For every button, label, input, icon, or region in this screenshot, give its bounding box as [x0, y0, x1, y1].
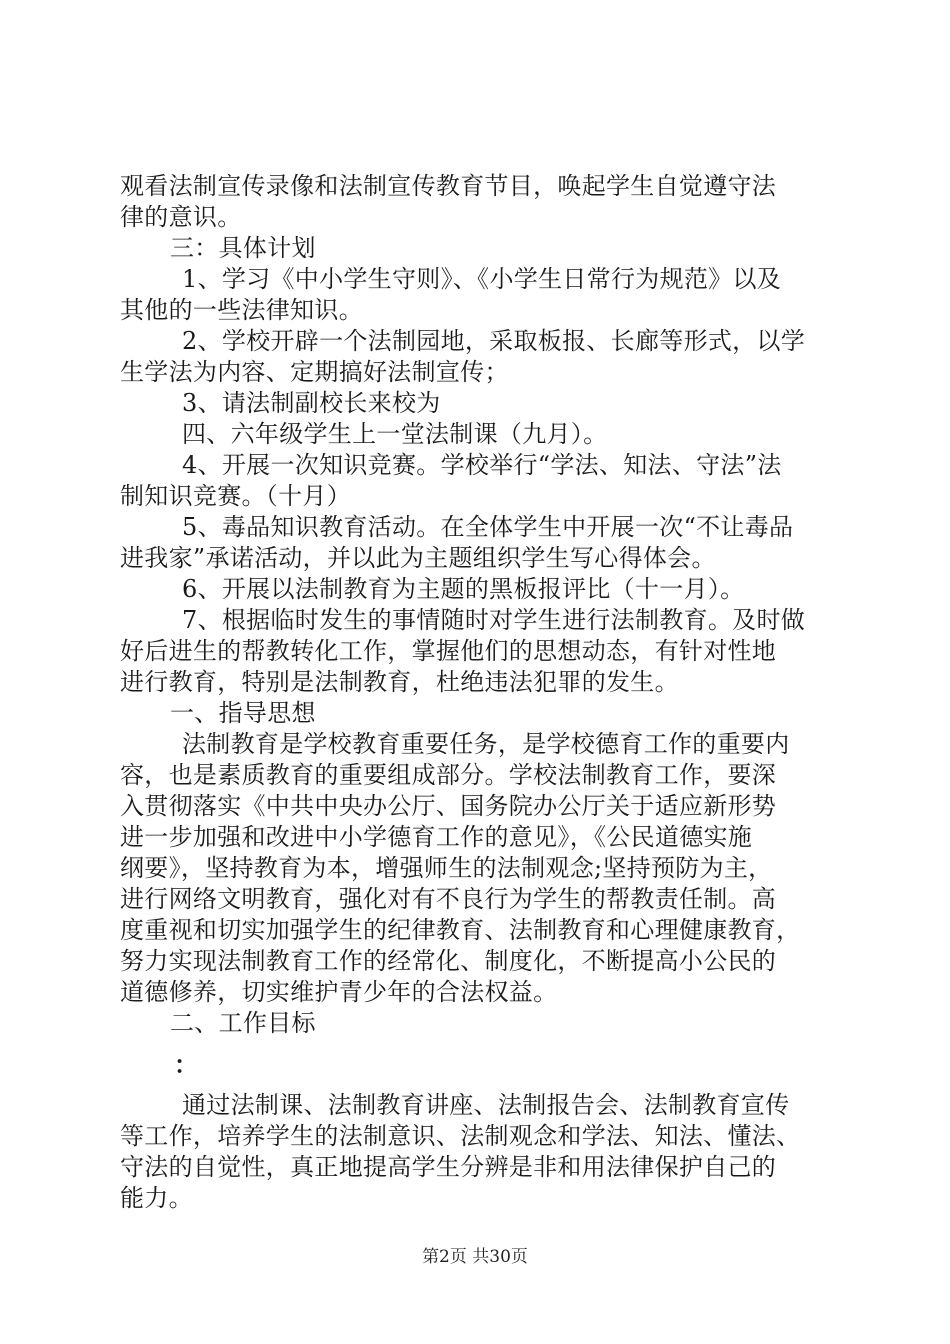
text-line: 观看法制宣传录像和法制宣传教育节目，唤起学生自觉遵守法: [120, 172, 777, 200]
text-line: 能力。: [120, 1184, 193, 1212]
text-line: 3、请法制副校长来校为: [182, 389, 441, 417]
page-footer: 第2页 共30页: [422, 1247, 528, 1267]
text-line: 其他的一些法律知识。: [120, 296, 363, 324]
text-line: 生学法为内容、定期搞好法制宣传；: [120, 358, 509, 386]
text-line: 2、学校开辟一个法制园地，采取板报、长廊等形式，以学: [182, 327, 806, 355]
text-line: 等工作，培养学生的法制意识、法制观念和学法、知法、懂法、: [120, 1122, 801, 1150]
text-line: 4、开展一次知识竞赛。学校举行“学法、知法、守法”法: [182, 451, 782, 479]
text-line: 进行网络文明教育，强化对有不良行为学生的帮教责任制。高: [120, 885, 777, 913]
text-line: 守法的自觉性，真正地提高学生分辨是非和用法律保护自己的: [120, 1153, 777, 1181]
spacer: [120, 1080, 832, 1090]
colon-mark: ：: [174, 1050, 199, 1079]
paragraph-block: [120, 171, 832, 1039]
text-line: 通过法制课、法制教育讲座、法制报告会、法制教育宣传: [182, 1091, 790, 1119]
text-line: 1、学习《中小学生守则》、《小学生日常行为规范》以及: [182, 265, 782, 293]
text-line: 制知识竞赛。（十月）: [120, 482, 351, 510]
text-line: 四、六年级学生上一堂法制课（九月）。: [182, 420, 608, 448]
text-line: 努力实现法制教育工作的经常化、制度化，不断提高小公民的: [120, 947, 777, 975]
text-line: 6、开展以法制教育为主题的黑板报评比（十一月）。: [182, 575, 745, 603]
text-line: 律的意识。: [120, 203, 242, 231]
text-line: 一、指导思想: [170, 699, 316, 727]
text-line: 进一步加强和改进中小学德育工作的意见》，《公民道德实施: [120, 823, 753, 851]
text-line: 入贯彻落实《中共中央办公厅、国务院办公厅关于适应新形势: [120, 792, 777, 820]
text-line: 进我家”承诺活动，并以此为主题组织学生写心得体会。: [120, 544, 716, 572]
text-line: 法制教育是学校教育重要任务，是学校德育工作的重要内: [182, 730, 790, 758]
text-line: 二、工作目标: [170, 1009, 316, 1037]
text-line: 三：具体计划: [170, 234, 316, 262]
spacer: [120, 1039, 832, 1049]
text-line: 好后进生的帮教转化工作，掌握他们的思想动态，有针对性地: [120, 637, 777, 665]
text-line: 道德修养，切实维护青少年的合法权益。: [120, 978, 558, 1006]
text-line: 进行教育，特别是法制教育，杜绝违法犯罪的发生。: [120, 668, 679, 696]
text-line: 7、根据临时发生的事情随时对学生进行法制教育。及时做: [182, 606, 806, 634]
document-body: [120, 171, 832, 1214]
text-line: 5、毒品知识教育活动。在全体学生中开展一次“不让毒品: [182, 513, 794, 541]
text-line: 度重视和切实加强学生的纪律教育、法制教育和心理健康教育，: [120, 916, 801, 944]
text-line: 容，也是素质教育的重要组成部分。学校法制教育工作，要深: [120, 761, 777, 789]
paragraph-block-goals: [120, 1090, 832, 1214]
text-line: 纲要》，坚持教育为本，增强师生的法制观念;坚持预防为主，: [120, 854, 773, 882]
